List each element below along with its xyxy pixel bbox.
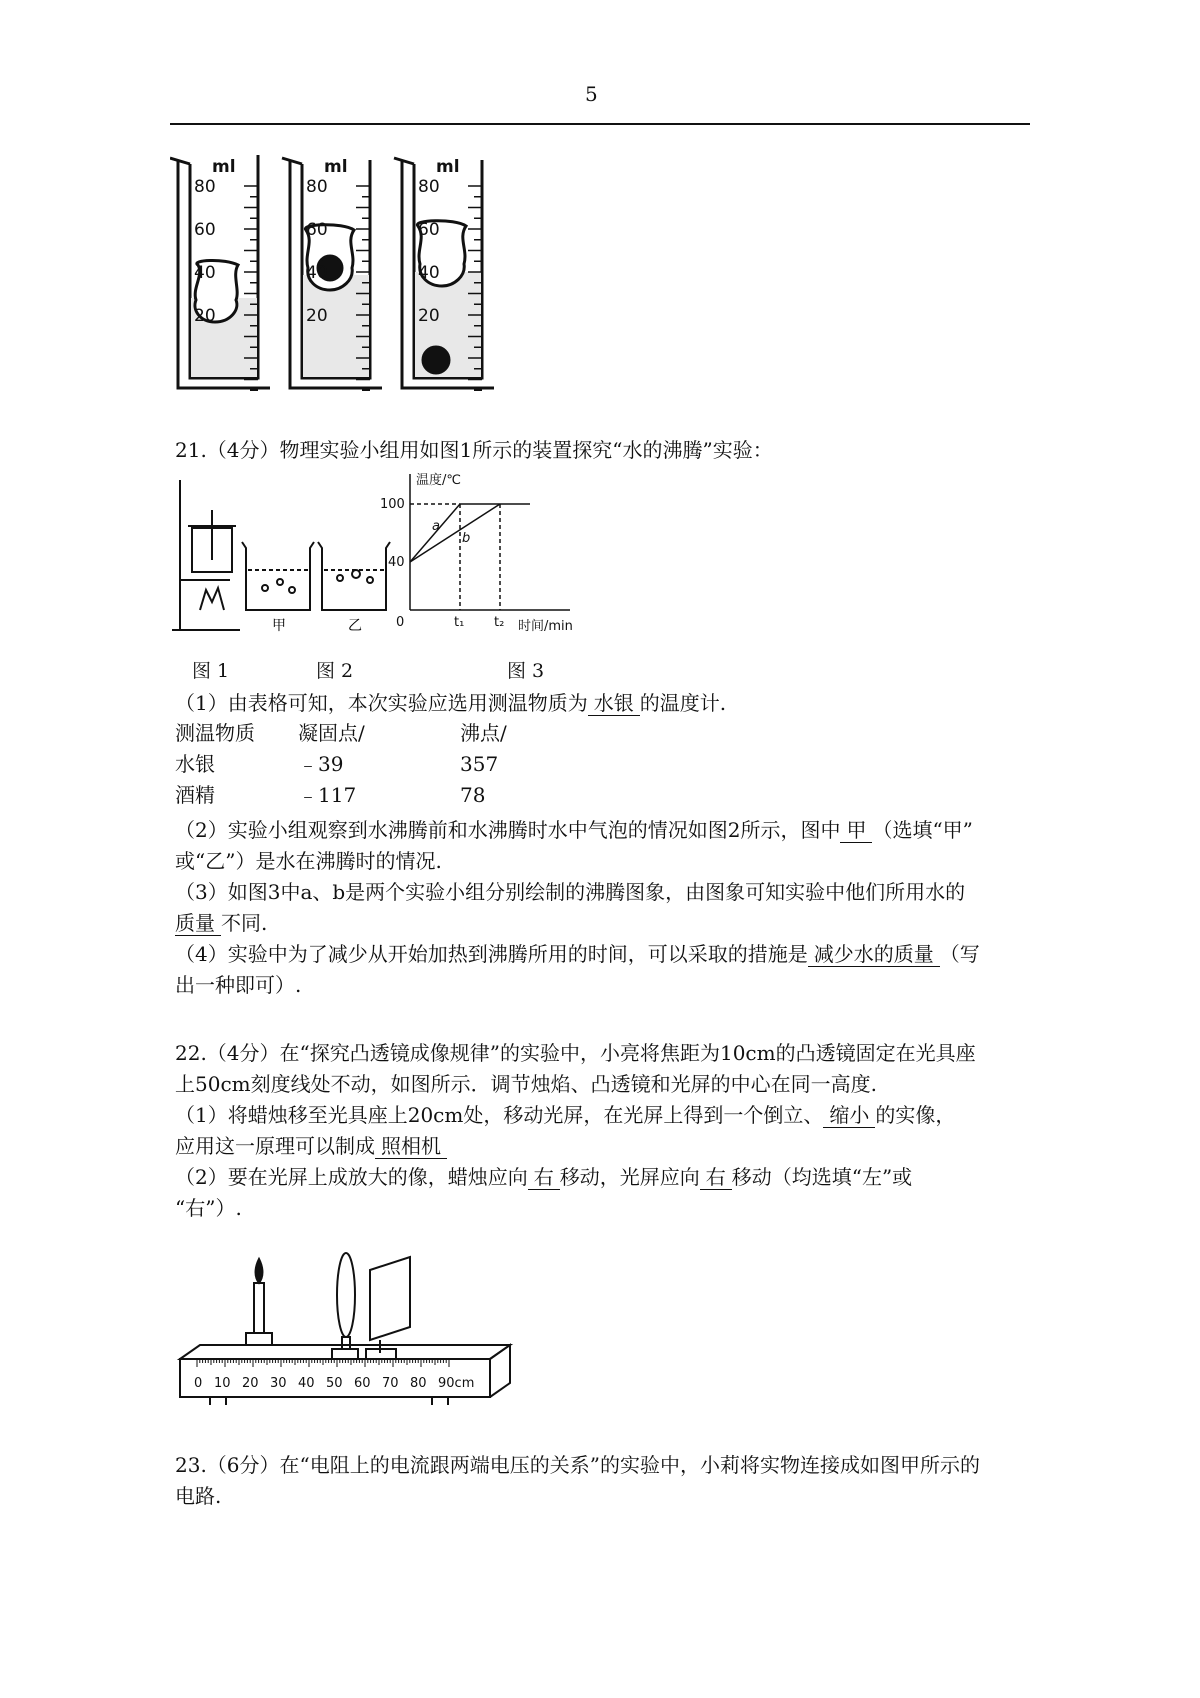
cyl3-tick-20: 20 [418,306,440,326]
cyl1-tick-60: 60 [194,220,216,240]
cyl2-unit: ml [324,157,348,177]
graph-label-b: b [462,531,471,546]
graph-xtick-t1: t₁ [454,615,465,630]
boiling-figures [170,470,650,640]
q23-line1: 23.（6分）在“电阻上的电流跟两端电压的关系”的实验中，小莉将实物连接成如图甲所示的 [175,1453,980,1477]
bench-tick-20: 20 [242,1376,259,1391]
q21-answer-4: 减少水的质量 [808,942,940,967]
fig3-graph [410,474,570,610]
graph-xtick-t2: t₂ [494,615,505,630]
graph-ytick-100: 100 [380,497,405,512]
q22-p1: （1）将蜡烛移至光具座上20cm处，移动光屏，在光屏上得到一个倒立、 缩小 的实像， [175,1103,956,1127]
fig1-apparatus [172,480,240,630]
cyl1-tick-40: 40 [194,263,216,283]
cyl2-tick-80: 80 [306,177,328,197]
table-row: 水银 ﹣39 357 [175,752,499,776]
bench-tick-90cm: 90cm [438,1376,475,1391]
q21-p4: （4）实验中为了减少从开始加热到沸腾所用的时间，可以采取的措施是 减少水的质量 （写 [175,942,980,966]
bench [180,1345,510,1405]
page-number: 5 [585,82,598,106]
q21-answer-3: 质量 [175,911,221,936]
graph-xlabel: 时间/min [518,619,573,634]
q23-line2: 电路. [175,1484,222,1508]
bench-tick-70: 70 [382,1376,399,1391]
q21-p1: （1）由表格可知，本次实验应选用测温物质为 水银 的温度计. [175,691,727,715]
fig2-beaker-yi [318,542,390,610]
cylinder-2 [282,158,382,388]
q22-answer-1: 缩小 [823,1103,875,1128]
bench-tick-60: 60 [354,1376,371,1391]
fig-label-3: 图 3 [507,660,545,682]
q22-answer-2: 照相机 [375,1134,447,1159]
q21-p2-line2: 或“乙”）是水在沸腾时的情况. [175,849,442,873]
q22-line2: 上50cm刻度线处不动，如图所示．调节烛焰、凸透镜和光屏的中心在同一高度. [175,1072,877,1096]
q21-answer-1: 水银 [588,691,640,716]
fig2-beaker-jia [242,542,314,610]
bench-tick-50: 50 [326,1376,343,1391]
optical-bench-figure [170,1245,520,1405]
cyl1-unit: ml [212,157,236,177]
q22-p2-line2: “右”）. [175,1196,242,1220]
q22-p2: （2）要在光屏上成放大的像，蜡烛应向 右 移动，光屏应向 右 移动（均选填“左”或 [175,1165,913,1189]
graph-ytick-0: 0 [396,615,405,630]
graph-ylabel: 温度/℃ [416,473,461,488]
cyl3-tick-80: 80 [418,177,440,197]
convex-lens [332,1253,358,1359]
q21-heading: 21.（4分）物理实验小组用如图1所示的装置探究“水的沸腾”实验： [175,438,773,462]
cyl3-tick-60: 60 [418,220,440,240]
graph-ytick-40: 40 [388,555,405,570]
cylinders-figure [170,150,540,395]
q21-p2: （2）实验小组观察到水沸腾前和水沸腾时水中气泡的情况如图2所示，图中 甲 （选填“甲” [175,818,973,842]
light-screen [366,1257,410,1359]
cyl3-unit: ml [436,157,460,177]
cyl2-tick-60: 60 [306,220,328,240]
fig-label-1: 图 1 [192,660,230,682]
table-header-row: 测温物质 凝固点/ 沸点/ [175,721,507,745]
line-b [410,504,500,562]
cyl1-tick-80: 80 [194,177,216,197]
q22-line1: 22.（4分）在“探究凸透镜成像规律”的实验中，小亮将焦距为10cm的凸透镜固定在光具座 [175,1041,976,1065]
candle [246,1259,272,1345]
beaker-label-jia: 甲 [272,618,286,634]
cyl2-tick-20: 20 [306,306,328,326]
q21-answer-2: 甲 [840,818,872,843]
q21-p3-line2: 质量 不同. [175,911,268,935]
header-rule [170,123,1030,125]
cyl2-tick-40: 40 [306,263,328,283]
bench-tick-80: 80 [410,1376,427,1391]
q22-answer-3: 右 [528,1165,560,1190]
bench-tick-10: 10 [214,1376,231,1391]
graph-label-a: a [432,519,440,534]
q21-p3: （3）如图3中a、b是两个实验小组分别绘制的沸腾图象，由图象可知实验中他们所用水的 [175,880,966,904]
q21-p4-line2: 出一种即可）. [175,973,302,997]
q21-table [175,718,507,811]
bench-tick-0: 0 [194,1376,203,1391]
beaker-label-yi: 乙 [348,618,362,634]
q22-p1-line2: 应用这一原理可以制成 照相机 [175,1131,447,1161]
fig-label-2: 图 2 [316,660,354,682]
cylinder-3 [394,158,494,388]
bench-tick-30: 30 [270,1376,287,1391]
cyl3-tick-40: 40 [418,263,440,283]
bench-tick-40: 40 [298,1376,315,1391]
table-row: 酒精 ﹣117 78 [175,783,486,807]
cyl1-tick-20: 20 [194,306,216,326]
q22-answer-4: 右 [700,1165,732,1190]
